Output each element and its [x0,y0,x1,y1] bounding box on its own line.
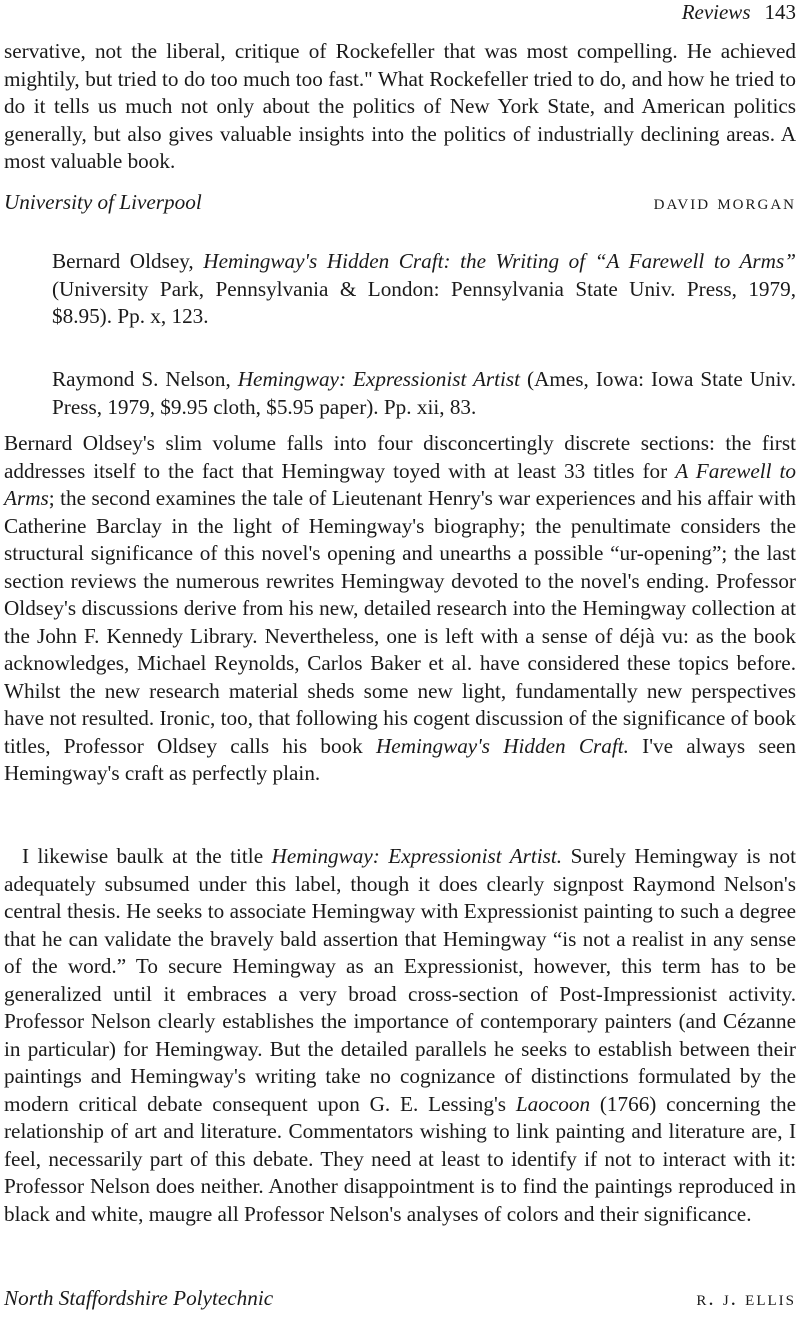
reviewer-name: david morgan [653,190,796,214]
book-title: Hemingway: Expressionist Artist [237,367,521,391]
review-paragraph-2 [4,843,796,1228]
running-head-title: Reviews [681,0,751,24]
text-run: Bernard Oldsey's slim volume falls into four disconcertingly discrete sections: the first addresses itself to the fact that Hemingway toyed with at least 33 titles for [4,431,796,483]
italic-title: A Farewell to Arms [4,458,797,510]
review-paragraph-1 [4,430,796,788]
text-run: Surely Hemingway is not adequately subsumed under this label, though it does clearly signpost Raymond Nelson's central thesis. He seeks to associate Hemingway with Expressionist painting to such a degree that he can validate the bravely bald assertion that Hemingway “is not a realist in any sense of the word.” To secure Hemingway as an Expressionist, however, this term has to be generalized until it embraces a very broad cross-section of Post-Impressionist activity. Professor Nelson clearly establishes the importance of contemporary painters (and Cézanne in particular) for Hemingway. But the detailed parallels he seeks to establish between their paintings and Hemingway's writing take no cognizance of distinctions formulated by the modern critical debate consequent upon G. E. Lessing's [4,844,796,1116]
italic-title: Hemingway's Hidden Craft. [375,733,629,758]
book-details: (Ames, Iowa: Iowa State Univ. Press, 1979, $9.95 cloth, $5.95 paper). Pp. xii, 83. [52,367,796,419]
running-head [682,0,796,24]
previous-review-ending: servative, not the liberal, critique of Rockefeller that was most compelling. He achieved mightily, but tried to do too much too fast." What Rockefeller tried to do, and how he tried to do it tells us much not only about the politics of New York State, and American politics generally, but also gives valuable insights into the politics of industrially declining areas. A most valuable book. [4,39,796,173]
reviewer-institution: North Staffordshire Polytechnic [4,1286,274,1310]
review-signature [4,1284,796,1312]
reviewer-name: r. j. ellis [696,1286,796,1310]
book-author: Raymond S. Nelson, [52,367,231,391]
text-run: (1766) concerning the relationship of art and literature. Commentators wishing to link painting and literature are, I feel, necessarily part of this debate. They need at least to identify if not to interact with it: Professor Nelson does neither. Another disappointment is to find the paintings reproduced in black and white, maugre all Professor Nelson's analyses of colors and their significance. [4,1091,797,1226]
page-number: 143 [764,0,796,24]
book-citation-2 [52,366,796,421]
italic-title: Laocoon [515,1091,591,1116]
text-run: I likewise baulk at the title [22,844,264,868]
text-run: ; the second examines the tale of Lieutenant Henry's war experiences and his affair with Catherine Barclay in the light of Hemingway's biography; the penultimate considers the structural significance of this novel's opening and unearths a possible “ur-opening”; the last section reviews the numerous rewrites Hemingway devoted to the novel's ending. Professor Oldsey's discussions derive from his new, detailed research into the Hemingway collection at the John F. Kennedy Library. Nevertheless, one is left with a sense of déjà vu: as the book acknowledges, Michael Reynolds, Carlos Baker et al. have considered these topics before. Whilst the new research material sheds some new light, fundamentally new perspectives have not resulted. Ironic, too, that following his cogent discussion of the significance of book titles, Professor Oldsey calls his book [4,486,796,758]
book-author: Bernard Oldsey, [52,249,194,273]
previous-review-signature [4,188,796,216]
text-run: I've always seen Hemingway's craft as perfectly plain. [4,733,796,785]
reviewer-institution: University of Liverpool [4,190,202,214]
book-title: Hemingway's Hidden Craft: the Writing of “A Farewell to Arms” [203,249,797,273]
italic-title: Hemingway: Expressionist Artist. [271,844,563,868]
book-details: (University Park, Pennsylvania & London: Pennsylvania State Univ. Press, 1979, $8.95). Pp. x, 123. [52,276,796,328]
book-citation-1 [52,248,796,331]
